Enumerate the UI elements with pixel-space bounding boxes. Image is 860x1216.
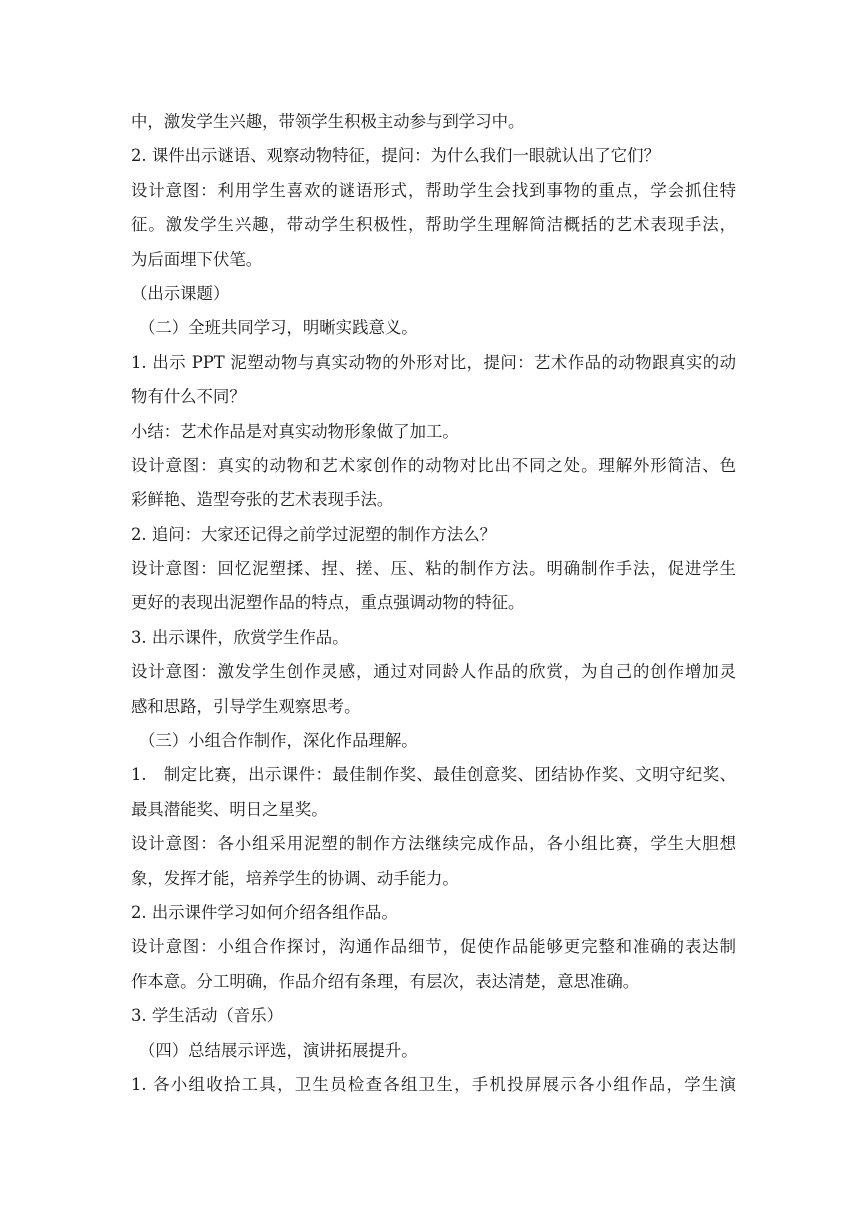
text-line: 3. 出示课件，欣赏学生作品。 <box>131 627 349 647</box>
text-line: 征。激发学生兴趣，带动学生积极性，帮助学生理解简洁概括的艺术表现手法， <box>131 215 736 235</box>
text-line: 为后面埋下伏笔。 <box>131 249 263 269</box>
text-line: 设计意图：回忆泥塑揉、捏、搓、压、粘的制作方法。明确制作手法，促进学生 <box>131 559 736 579</box>
text-line: 3. 学生活动（音乐） <box>131 1006 283 1026</box>
text-line: 设计意图：小组合作探讨，沟通作品细节，促使作品能够更完整和准确的表达制 <box>131 937 736 957</box>
text-line: 小结：艺术作品是对真实动物形象做了加工。 <box>131 421 459 441</box>
text-line: 设计意图：利用学生喜欢的谜语形式，帮助学生会找到事物的重点，学会抓住特 <box>131 180 736 200</box>
text-line: 感和思路，引导学生观察思考。 <box>131 696 361 716</box>
text-line: 中，激发学生兴趣，带领学生积极主动参与到学习中。 <box>131 112 525 131</box>
text-line: 最具潜能奖、明日之星奖。 <box>131 799 328 819</box>
text-line: 设计意图：激发学生创作灵感，通过对同龄人作品的欣赏，为自己的创作增加灵 <box>131 662 736 682</box>
text-line: 物有什么不同？ <box>131 387 246 407</box>
section-heading: （四）总结展示评选，演讲拓展提升。 <box>139 1040 418 1060</box>
text-line: 象，发挥才能，培养学生的协调、动手能力。 <box>131 868 459 888</box>
text-line: 设计意图：真实的动物和艺术家创作的动物对比出不同之处。理解外形简洁、色 <box>131 455 736 475</box>
text-line: 2. 追问：大家还记得之前学过泥塑的制作方法么？ <box>131 524 497 544</box>
section-heading: （二）全班共同学习，明晰实践意义。 <box>139 318 418 338</box>
text-line: 设计意图：各小组采用泥塑的制作方法继续完成作品，各小组比赛，学生大胆想 <box>131 834 736 854</box>
text-line: 1. 出示 PPT 泥塑动物与真实动物的外形对比，提问：艺术作品的动物跟真实的动 <box>131 352 736 372</box>
text-line: 1. 各小组收拾工具，卫生员检查各组卫生，手机投屏展示各小组作品，学生演 <box>131 1074 736 1094</box>
text-line: 作本意。分工明确，作品介绍有条理，有层次，表达清楚，意思准确。 <box>131 971 640 991</box>
text-line: 更好的表现出泥塑作品的特点，重点强调动物的特征。 <box>131 593 525 613</box>
text-line: 1. 制定比赛，出示课件：最佳制作奖、最佳创意奖、团结协作奖、文明守纪奖、 <box>131 765 736 785</box>
text-line: 2. 出示课件学习如何介绍各组作品。 <box>131 902 398 922</box>
text-line: 2. 课件出示谜语、观察动物特征，提问：为什么我们一眼就认出了它们？ <box>131 146 660 166</box>
section-heading: （三）小组合作制作，深化作品理解。 <box>139 731 418 751</box>
text-line: 彩鲜艳、造型夸张的艺术表现手法。 <box>131 490 394 510</box>
text-line: （出示课题） <box>131 283 230 303</box>
document-body <box>131 105 736 1102</box>
